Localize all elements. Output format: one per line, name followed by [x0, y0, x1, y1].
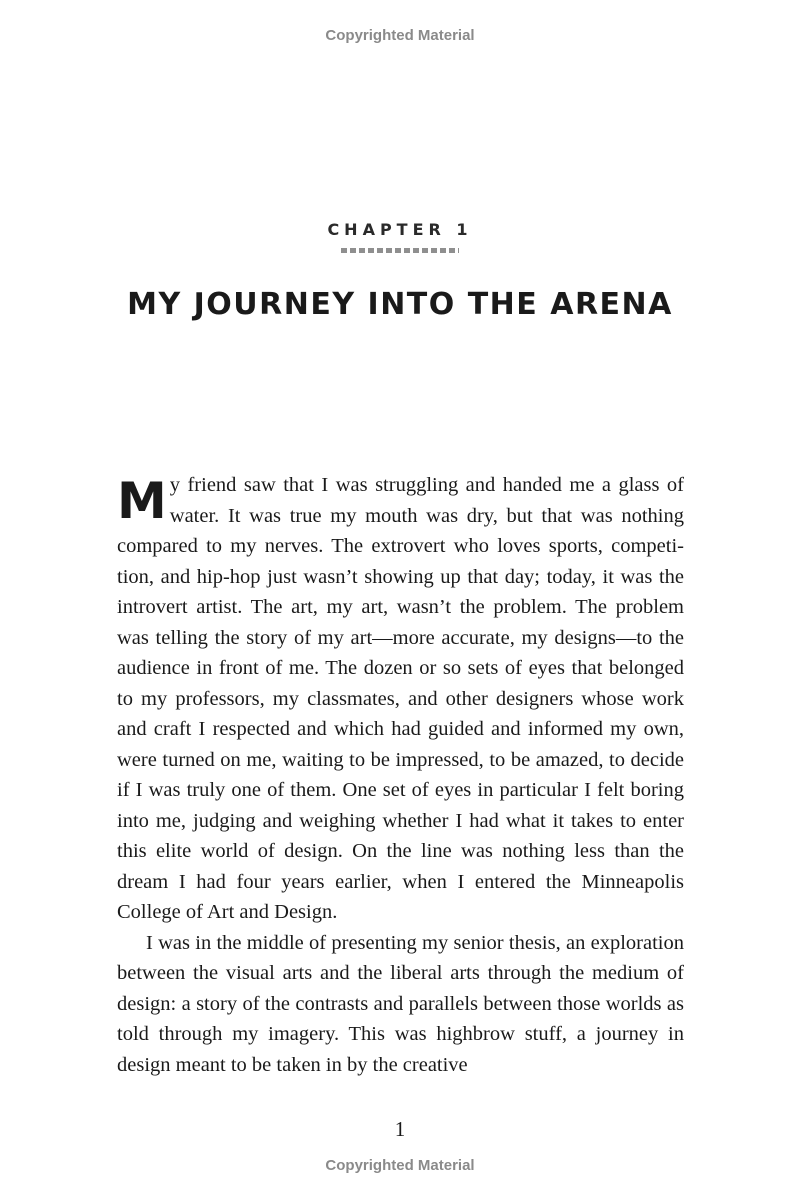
chapter-divider [341, 248, 459, 253]
paragraph-text: y friend saw that I was struggling and handed me a glass of water. It was true my mouth was dry, but that was nothing compared to my nerves. The extrovert who loves sports, competition, and hip-hop just wasn’t showing up that day; today, it was the introvert artist. The art, my art, wasn’t the problem. The problem was telling the story of my art—more accurate, my designs—to the audience in front of me. The dozen or so sets of eyes that belonged to my professors, my classmates, and other designers whose work and craft I respected and which had guided and informed my own, were turned on me, waiting to be impressed, to be amazed, to decide if I was truly one of them. One set of eyes in particular I felt boring into me, judging and weighing whether I had what it takes to enter this elite world of design. On the line was nothing less than the dream I had four years earlier, when I entered the Minneapolis College of Art and Design. [117, 474, 684, 923]
paragraph: I was in the middle of presenting my senior thesis, an exploration between the visual arts and the liberal arts through the medium of design: a story of the contrasts and parallels between those worlds as told through my imagery. This was highbrow stuff, a journey in design meant to be taken in by the creative [117, 931, 684, 1076]
paragraph [117, 470, 684, 928]
drop-cap: M [117, 472, 167, 530]
chapter-label: CHAPTER 1 [327, 220, 473, 239]
copyright-watermark-bottom: Copyrighted Material [325, 1157, 475, 1174]
copyright-watermark-top: Copyrighted Material [325, 27, 475, 44]
chapter-title: MY JOURNEY INTO THE ARENA [127, 287, 673, 322]
body-text [117, 470, 684, 1080]
page-number: 1 [394, 1117, 406, 1141]
